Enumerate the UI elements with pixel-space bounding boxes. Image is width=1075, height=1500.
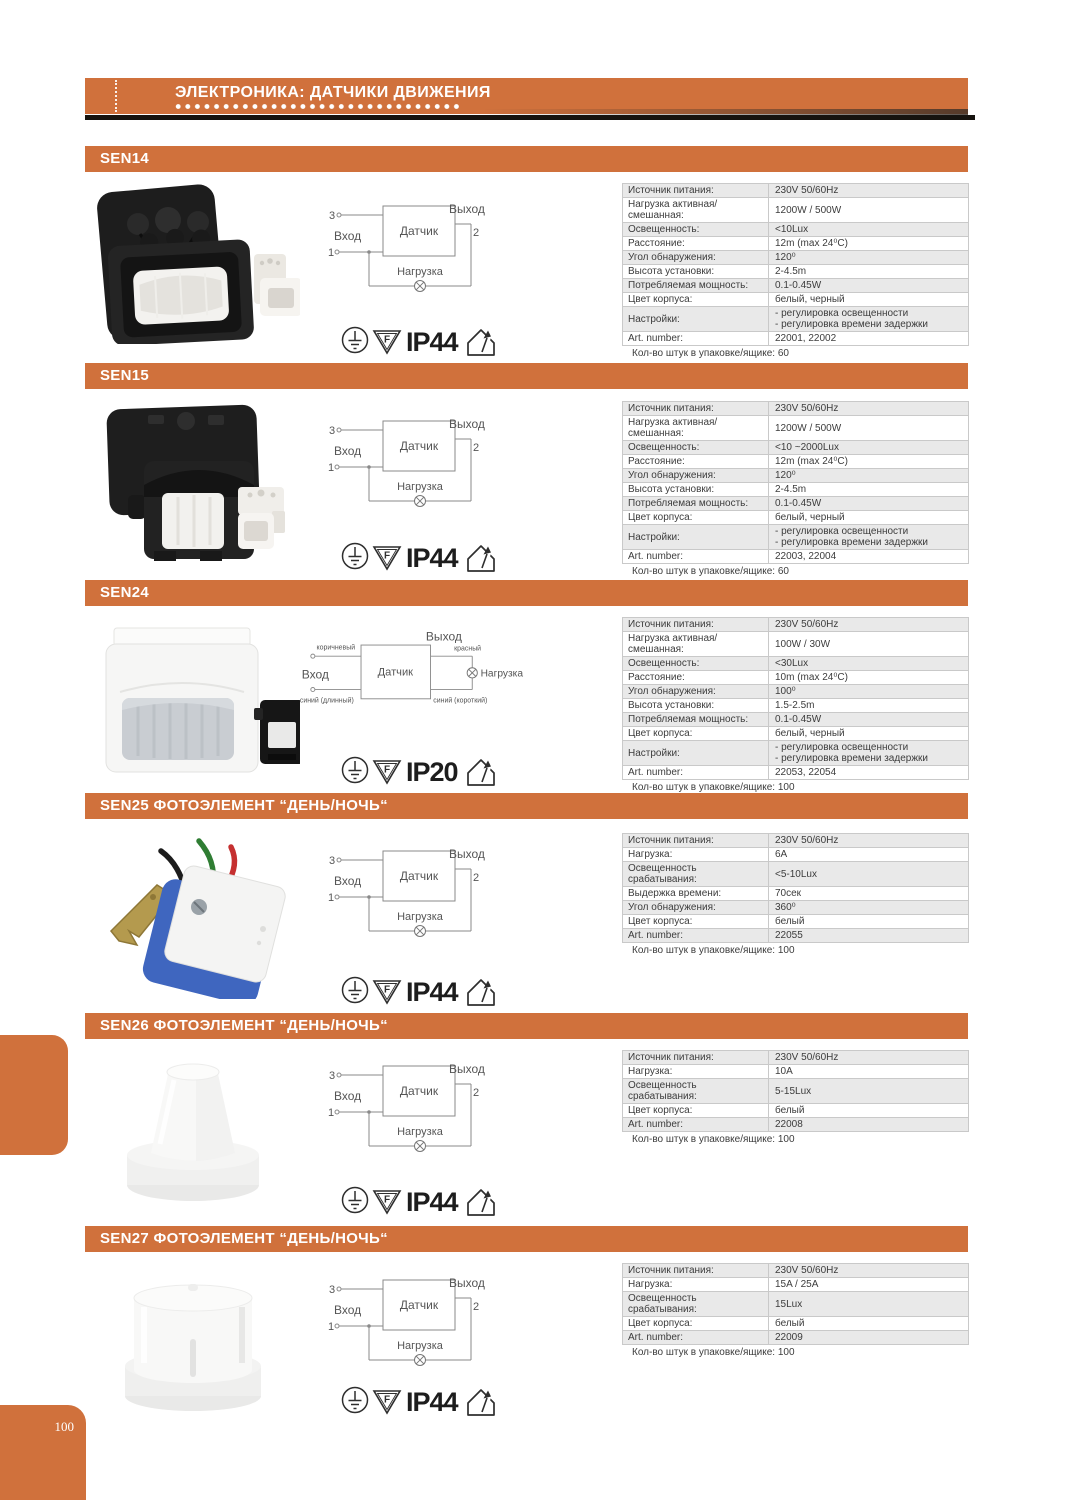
terminal-2-label: 2 [473,227,480,239]
spec-label: Потребляемая мощность: [623,497,769,510]
spec-row [622,915,969,929]
spec-label: Угол обнаружения: [623,901,769,914]
spec-value: 15A / 25A [775,1279,819,1290]
output-label: Выход [449,417,485,431]
spec-label: Потребляемая мощность: [623,713,769,726]
spec-label: Цвет корпуса: [623,293,769,306]
ip-rating: IP44 [406,327,458,357]
photocell-cone [127,1064,259,1201]
earth-ground-icon [343,544,368,569]
spec-row [622,483,969,497]
spec-label: Выдержка времени: [623,887,769,900]
load-label: Нагрузка [397,1340,443,1352]
certification-icons [340,1382,496,1418]
spec-label: Освещенность: [623,223,769,236]
output-label: Выход [425,629,462,644]
spec-label: Источник питания: [623,618,769,631]
wire-brown-label: коричневый [316,644,356,652]
house-icon [468,1190,494,1215]
input-label: Вход [334,444,362,458]
ip-rating: IP44 [406,1187,458,1217]
section-header [85,1013,968,1039]
spec-value: 2-4.5m [775,484,807,495]
spec-label: Потребляемая мощность: [623,279,769,292]
spec-row [622,279,969,293]
wire-blue-long-label: синий (длинный) [299,697,354,705]
spec-value: 10A [775,1066,793,1077]
spec-table [622,833,969,956]
spec-row [622,1331,969,1345]
spec-value: 10m (max 24⁰C) [775,672,848,683]
spec-label: Источник питания: [623,834,769,847]
f-mark-letter: F [383,764,391,776]
spec-label: Art. number: [623,1331,769,1344]
spec-label: Угол обнаружения: [623,469,769,482]
sensor-label: Датчик [399,869,439,883]
spec-row [622,237,969,251]
spec-value: 0.1-0.45W [775,714,822,725]
certification-icons [340,972,496,1008]
white-sensor-small [238,487,285,549]
spec-value: 230V 50/60Hz [775,403,839,414]
spec-row [622,618,969,632]
spec-label: Высота установки: [623,483,769,496]
spec-label: Цвет корпуса: [623,1317,769,1330]
section-title: SEN15 [100,367,150,384]
wiring-diagram [325,198,485,298]
spec-value: 360⁰ [775,902,796,913]
pack-quantity: Кол-во штук в упаковке/ящике: 100 [632,1347,795,1358]
certification-icons [340,1182,496,1218]
f-mark-letter: F [383,1194,391,1206]
spec-row [622,1051,969,1065]
section-header [85,793,968,819]
spec-label: Art. number: [623,929,769,942]
spec-label: Нагрузка активная/смешанная: [623,416,769,440]
spec-row [622,1264,969,1278]
spec-label: Источник питания: [623,402,769,415]
pack-quantity: Кол-во штук в упаковке/ящике: 100 [632,1134,795,1145]
spec-row [622,223,969,237]
photocell-cylinder [125,1284,261,1411]
earth-ground-icon [343,978,368,1003]
spec-value: 0.1-0.45W [775,498,822,509]
section-title: SEN27 ФОТОЭЛЕМЕНТ “ДЕНЬ/НОЧЬ“ [100,1230,388,1247]
section-header [85,580,968,606]
f-mark-letter: F [383,1394,391,1406]
terminal-3-label: 3 [329,425,336,437]
spec-label: Нагрузка: [623,848,769,861]
page-number: 100 [54,1419,74,1434]
spec-value: - регулировка освещенности - регулировка времени задержки [775,308,928,330]
output-label: Выход [449,1062,485,1076]
page-header-banner [85,78,968,114]
terminal-1-label: 1 [328,247,335,259]
spec-value: 22053, 22054 [775,767,837,778]
ip-rating: IP20 [406,757,458,787]
spec-value: 2-4.5m [775,266,807,277]
spec-label: Источник питания: [623,1051,769,1064]
spec-row [622,834,969,848]
sensor-label: Датчик [399,224,439,238]
spec-label: Высота установки: [623,699,769,712]
spec-label: Источник питания: [623,184,769,197]
spec-row [622,402,969,416]
product-photo-sen15 [88,399,300,569]
wiring-diagram [298,628,526,714]
terminal-2-label: 2 [473,872,480,884]
spec-row [622,511,969,525]
spec-label: Освещенность срабатывания: [623,862,769,886]
f-mark-letter: F [383,984,391,996]
spec-row [622,1317,969,1331]
photocell-body [140,864,287,999]
terminal-2-label: 2 [473,1087,480,1099]
spec-label: Расстояние: [623,455,769,468]
spec-value: белый, черный [775,294,845,305]
spec-row [622,1104,969,1118]
spec-value: белый [775,1318,805,1329]
spec-label: Нагрузка: [623,1065,769,1078]
spec-value: 0.1-0.45W [775,280,822,291]
spec-value: 230V 50/60Hz [775,835,839,846]
spec-row [622,550,969,564]
terminal-3-label: 3 [329,1284,336,1296]
left-edge-tab [0,1035,68,1155]
spec-value: - регулировка освещенности - регулировка времени задержки [775,526,928,548]
section-title: SEN25 ФОТОЭЛЕМЕНТ “ДЕНЬ/НОЧЬ“ [100,797,388,814]
spec-label: Освещенность срабатывания: [623,1079,769,1103]
spec-row [622,1118,969,1132]
product-photo-sen27 [98,1265,288,1428]
spec-row [622,1292,969,1317]
spec-value: 1200W / 500W [775,204,842,216]
output-label: Выход [449,1276,485,1290]
spec-value: <5-10Lux [775,868,817,880]
spec-label: Расстояние: [623,671,769,684]
spec-row [622,198,969,223]
wire-blue-short-label: синий (короткий) [433,697,488,705]
header-divider-bar [85,115,975,120]
pack-quantity: Кол-во штук в упаковке/ящике: 100 [632,782,795,793]
spec-value: 22003, 22004 [775,551,837,562]
earth-ground-icon [343,1188,368,1213]
spec-value: 1.5-2.5m [775,700,815,711]
terminal-1-label: 1 [328,462,335,474]
spec-row [622,887,969,901]
spec-value: белый, черный [775,728,845,739]
spec-value: белый [775,1105,805,1116]
terminal-3-label: 3 [329,855,336,867]
terminal-2-label: 2 [473,442,480,454]
spec-value: 230V 50/60Hz [775,1052,839,1063]
f-mark-letter: F [383,334,391,346]
wire-red-label: красный [454,645,482,653]
banner-dotted-line [115,80,117,112]
section-title: SEN26 ФОТОЭЛЕМЕНТ “ДЕНЬ/НОЧЬ“ [100,1017,388,1034]
house-icon [468,760,494,785]
spec-value: 230V 50/60Hz [775,185,839,196]
spec-row [622,441,969,455]
certification-icons [340,538,496,574]
spec-row [622,727,969,741]
spec-row [622,685,969,699]
load-label: Нагрузка [397,1126,443,1138]
house-icon [468,1390,494,1415]
sensor-label: Датчик [377,666,414,679]
spec-row [622,251,969,265]
spec-row [622,741,969,766]
input-label: Вход [334,1089,362,1103]
spec-row [622,1065,969,1079]
terminal-1-label: 1 [328,892,335,904]
sensor-label: Датчик [399,1298,439,1312]
spec-row [622,657,969,671]
page-title: ЭЛЕКТРОНИКА: ДАТЧИКИ ДВИЖЕНИЯ [175,84,491,101]
spec-value: белый [775,916,805,927]
terminal-1-label: 1 [328,1321,335,1333]
load-label: Нагрузка [480,668,523,680]
product-photo-sen25 [95,831,305,999]
earth-ground-icon [343,328,368,353]
spec-value: 12m (max 24⁰C) [775,456,848,467]
spec-row [622,713,969,727]
spec-label: Art. number: [623,1118,769,1131]
spec-row [622,1278,969,1292]
page-number-box [0,1405,86,1500]
load-label: Нагрузка [397,911,443,923]
ip-rating: IP44 [406,543,458,573]
section-header [85,1226,968,1252]
wiring-diagram [325,413,485,513]
spec-value: 100W / 30W [775,638,831,650]
section-title: SEN24 [100,584,150,601]
input-label: Вход [301,667,329,682]
spec-value: 120⁰ [775,252,796,263]
house-icon [468,546,494,571]
wiring-diagram [325,843,485,943]
spec-table [622,183,969,359]
spec-value: 22001, 22002 [775,333,837,344]
white-sensor [106,628,258,772]
earth-ground-icon [343,758,368,783]
spec-row [622,929,969,943]
spec-row [622,184,969,198]
spec-label: Расстояние: [623,237,769,250]
house-icon [468,980,494,1005]
certification-icons [340,322,496,358]
spec-label: Art. number: [623,332,769,345]
spec-row [622,293,969,307]
spec-label: Нагрузка: [623,1278,769,1291]
spec-label: Освещенность: [623,441,769,454]
spec-value: 15Lux [775,1298,803,1310]
spec-value: <10 ~2000Lux [775,442,839,453]
spec-row [622,307,969,332]
terminal-2-label: 2 [473,1301,480,1313]
spec-label: Нагрузка активная/смешанная: [623,198,769,222]
spec-label: Цвет корпуса: [623,915,769,928]
ip-rating: IP44 [406,977,458,1007]
spec-value: 1200W / 500W [775,422,842,434]
input-label: Вход [334,874,362,888]
f-mark-letter: F [383,550,391,562]
spec-row [622,497,969,511]
load-label: Нагрузка [397,266,443,278]
spec-value: 70сек [775,888,802,899]
spec-value: 230V 50/60Hz [775,1265,839,1276]
product-photo-sen24 [90,618,300,782]
spec-value: <10Lux [775,224,809,235]
spec-table [622,617,969,793]
spec-row [622,1079,969,1104]
spec-row [622,862,969,887]
spec-label: Угол обнаружения: [623,251,769,264]
product-photo-sen14 [88,184,300,344]
earth-ground-icon [343,1388,368,1413]
spec-label: Цвет корпуса: [623,727,769,740]
spec-row [622,671,969,685]
spec-label: Освещенность: [623,657,769,670]
spec-row [622,455,969,469]
spec-label: Нагрузка активная/смешанная: [623,632,769,656]
load-label: Нагрузка [397,481,443,493]
spec-value: 100⁰ [775,686,796,697]
banner-dots-decoration [175,103,462,110]
section-header [85,363,968,389]
spec-table [622,401,969,577]
sensor-label: Датчик [399,1084,439,1098]
spec-value: 22009 [775,1332,803,1343]
input-label: Вход [334,229,362,243]
spec-row [622,901,969,915]
spec-value: - регулировка освещенности - регулировка времени задержки [775,742,928,764]
terminal-1-label: 1 [328,1107,335,1119]
black-sensor-front [128,461,254,561]
spec-value: 6A [775,849,788,860]
terminal-3-label: 3 [329,1070,336,1082]
spec-row [622,332,969,346]
spec-value: 120⁰ [775,470,796,481]
spec-row [622,699,969,713]
terminal-3-label: 3 [329,210,336,222]
spec-label: Art. number: [623,550,769,563]
pack-quantity: Кол-во штук в упаковке/ящике: 60 [632,566,789,577]
spec-label: Источник питания: [623,1264,769,1277]
spec-value: 22008 [775,1119,803,1130]
ip-rating: IP44 [406,1387,458,1417]
spec-value: 22055 [775,930,803,941]
spec-row [622,632,969,657]
spec-row [622,416,969,441]
product-photo-sen26 [98,1052,288,1215]
spec-value: 12m (max 24⁰C) [775,238,848,249]
spec-row [622,766,969,780]
white-sensor-small [254,254,300,316]
spec-label: Высота установки: [623,265,769,278]
spec-row [622,469,969,483]
spec-table [622,1263,969,1358]
spec-label: Угол обнаружения: [623,685,769,698]
certification-icons [340,752,496,788]
spec-table [622,1050,969,1145]
spec-label: Настройки: [623,741,769,765]
input-label: Вход [334,1303,362,1317]
spec-value: <30Lux [775,658,809,669]
spec-label: Настройки: [623,307,769,331]
wiring-diagram [325,1058,485,1158]
sensor-label: Датчик [399,439,439,453]
pack-quantity: Кол-во штук в упаковке/ящике: 60 [632,348,789,359]
spec-row [622,525,969,550]
spec-label: Освещенность срабатывания: [623,1292,769,1316]
spec-label: Цвет корпуса: [623,511,769,524]
black-sensor-small [254,700,300,764]
output-label: Выход [449,202,485,216]
pack-quantity: Кол-во штук в упаковке/ящике: 100 [632,945,795,956]
section-header [85,146,968,172]
spec-value: 230V 50/60Hz [775,619,839,630]
spec-value: 5-15Lux [775,1085,812,1097]
spec-label: Art. number: [623,766,769,779]
spec-row [622,265,969,279]
spec-row [622,848,969,862]
spec-value: белый, черный [775,512,845,523]
section-title: SEN14 [100,150,150,167]
output-label: Выход [449,847,485,861]
spec-label: Настройки: [623,525,769,549]
spec-label: Цвет корпуса: [623,1104,769,1117]
wiring-diagram [325,1272,485,1372]
house-icon [468,330,494,355]
